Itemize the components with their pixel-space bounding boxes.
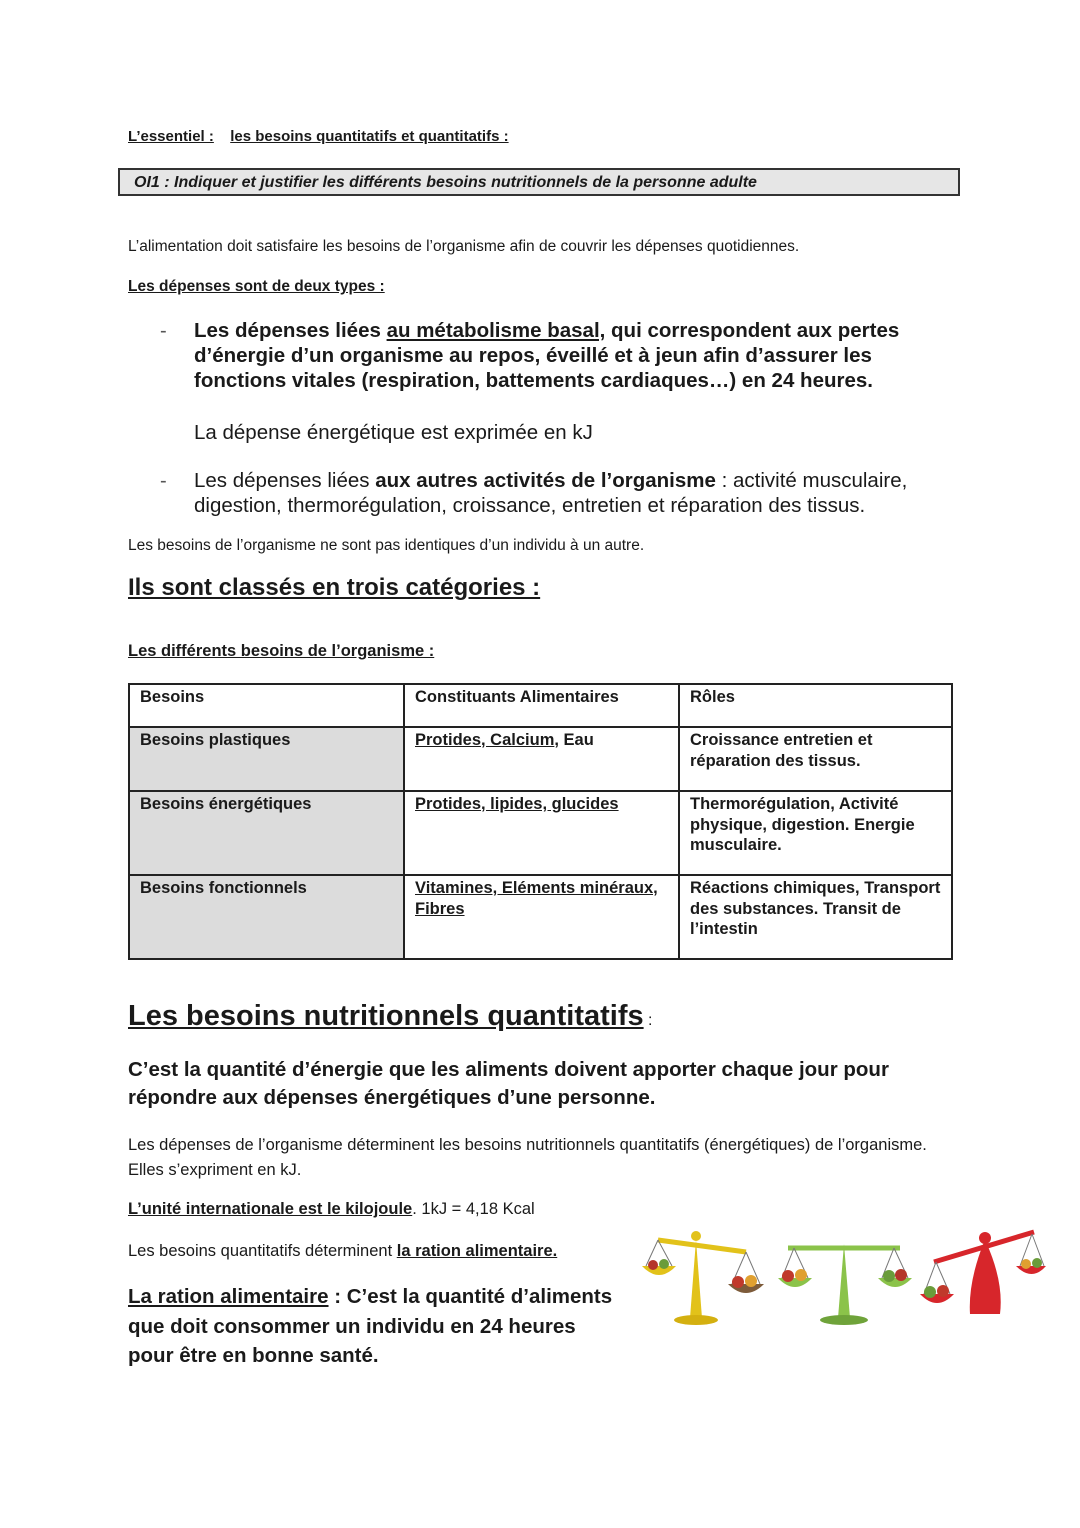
objective-text: OI1 : Indiquer et justifier les différents besoins nutritionnels de la personne adulte — [134, 174, 757, 191]
role-cell: Thermorégulation, Activité physique, digestion. Energie musculaire. — [679, 791, 952, 875]
bullet-dash-2: - — [160, 470, 167, 492]
table-row — [129, 875, 952, 959]
table-header-cell: Constituants Alimentaires — [404, 684, 679, 727]
table-header-cell: Besoins — [129, 684, 404, 727]
table-header-row — [129, 684, 952, 727]
besoin-cell: Besoins énergétiques — [129, 791, 404, 875]
yellow-balance-scale-icon — [642, 1231, 764, 1325]
role-cell: Croissance entretien et réparation des tissus. — [679, 727, 952, 791]
unit-value: . 1kJ = 4,18 Kcal — [412, 1200, 535, 1218]
title-text: les besoins quantitatifs et quantitatifs : — [230, 128, 509, 145]
quantitatifs-heading-text: Les besoins nutritionnels quantitatifs — [128, 1000, 644, 1032]
depense-item-1-highlight: au métabolisme basal, — [386, 319, 606, 342]
constituant-text: Vitamines, Eléments minéraux, Fibres — [415, 879, 658, 918]
objective-box — [118, 168, 960, 196]
besoin-cell: Besoins plastiques — [129, 727, 404, 791]
ration-term: La ration alimentaire — [128, 1285, 329, 1308]
intro-paragraph: L’alimentation doit satisfaire les besoins de l’organisme afin de couvrir les dépenses quotidiennes. — [128, 238, 800, 255]
constituant-extra: , Eau — [554, 731, 594, 749]
table-row — [129, 727, 952, 791]
depense-item-1 — [194, 318, 964, 393]
unit-label: L’unité internationale est le kilojoule — [128, 1200, 413, 1218]
table-row — [129, 791, 952, 875]
title-label: L’essentiel : — [128, 128, 214, 145]
ration-def: : C’est la quantité d’aliments que doit consommer un individu en 24 heures pour être en bonne santé. — [128, 1285, 613, 1367]
depenses-heading: Les dépenses sont de deux types : — [128, 278, 385, 295]
depense-item-1-prefix: Les dépenses liées — [194, 319, 387, 342]
constituant-cell — [404, 727, 679, 791]
green-balance-scale-icon — [778, 1244, 912, 1325]
depense-item-2-prefix: Les dépenses liées — [194, 469, 376, 492]
constituant-text: Protides, Calcium — [415, 731, 555, 749]
ration-prefix: Les besoins quantitatifs déterminent — [128, 1242, 397, 1260]
needs-table — [128, 683, 953, 960]
depense-item-2 — [194, 468, 964, 518]
ration-definition — [128, 1282, 618, 1371]
unit-line — [128, 1200, 535, 1219]
depense-note: La dépense énergétique est exprimée en kJ — [194, 421, 593, 444]
constituant-text: Protides, lipides, glucides — [415, 795, 619, 813]
quantitatifs-paragraph: Les dépenses de l’organisme déterminent les besoins nutritionnels quantitatifs (énergétiques) de l’organisme. Elles s’expriment en kJ. — [128, 1136, 927, 1179]
constituant-cell — [404, 791, 679, 875]
page-title — [128, 128, 509, 145]
besoin-cell: Besoins fonctionnels — [129, 875, 404, 959]
quantitatifs-definition: C’est la quantité d’énergie que les aliments doivent apporter chaque jour pour répondre aux dépenses énergétiques d’une personne. — [128, 1058, 889, 1109]
depense-item-2-suffix: : activité musculaire, digestion, thermorégulation, croissance, entretien et réparation des tissus. — [194, 469, 908, 517]
quantitatifs-heading-colon: : — [643, 1012, 653, 1029]
depense-item-2-highlight: aux autres activités de l’organisme — [375, 469, 716, 492]
categories-heading: Ils sont classés en trois catégories : — [128, 574, 541, 601]
ration-line — [128, 1242, 557, 1261]
balance-scales-illustration — [638, 1222, 1048, 1332]
individual-note: Les besoins de l’organisme ne sont pas identiques d’un individu à un autre. — [128, 537, 645, 554]
ration-link: la ration alimentaire. — [396, 1242, 558, 1260]
red-balance-scale-icon — [920, 1232, 1046, 1314]
table-caption: Les différents besoins de l’organisme : — [128, 642, 435, 660]
depense-item-1-suffix: qui correspondent aux pertes d’énergie d’un organisme au repos, éveillé et à jeun afin d’assurer les fonctions vitales (respiration, battements cardiaques…) en 24 heures. — [194, 319, 900, 392]
constituant-cell — [404, 875, 679, 959]
bullet-dash-1: - — [160, 320, 167, 342]
role-cell: Réactions chimiques, Transport des substances. Transit de l’intestin — [679, 875, 952, 959]
table-header-cell: Rôles — [679, 684, 952, 727]
quantitatifs-heading — [128, 1000, 653, 1033]
